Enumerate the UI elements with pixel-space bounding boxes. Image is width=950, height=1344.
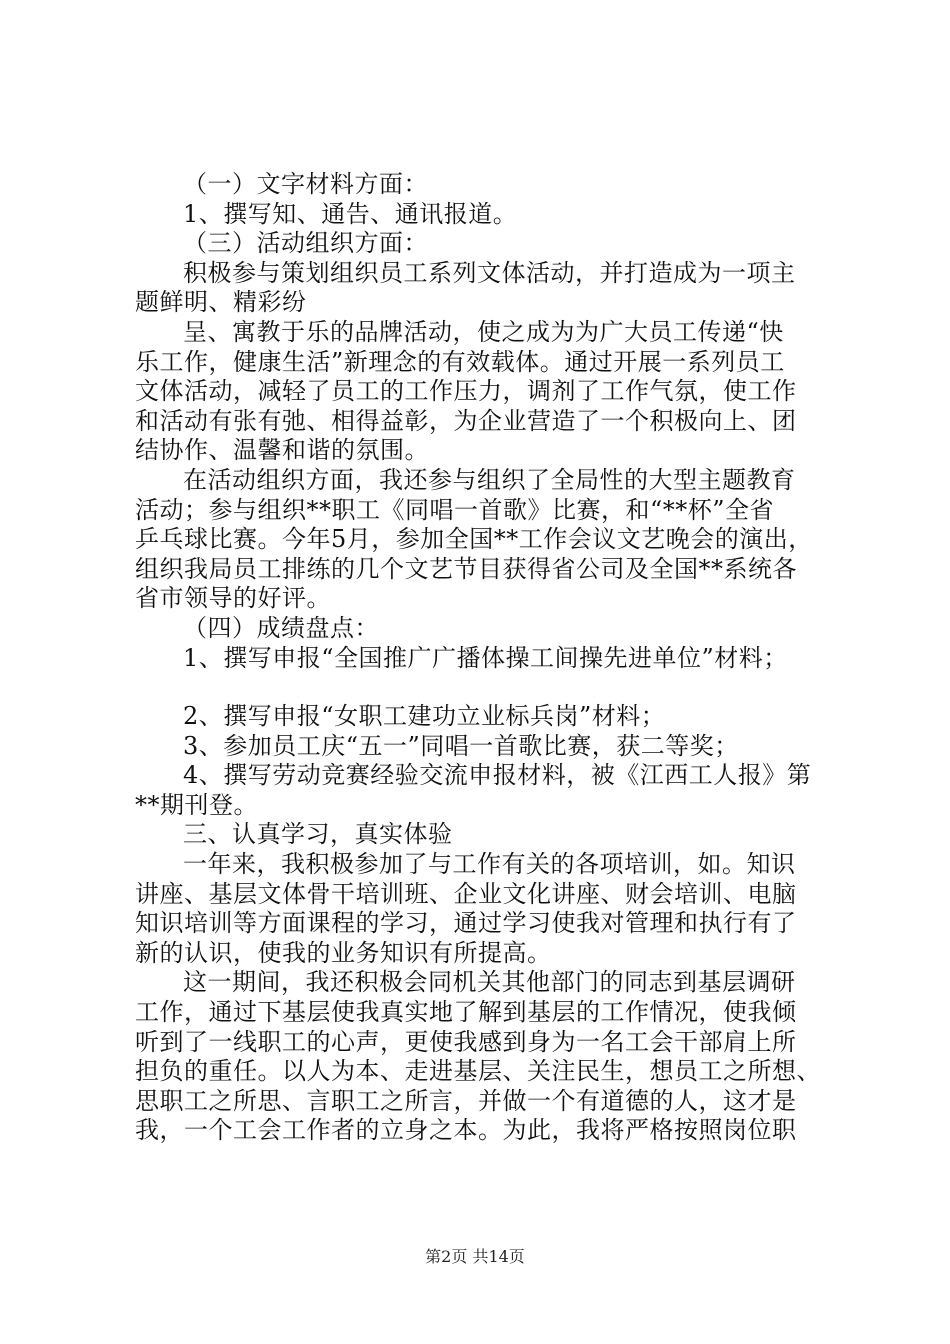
text-line: 新的认识，使我的业务知识有所提高。: [135, 938, 552, 967]
text-line: 这一期间，我还积极会同机关其他部门的同志到基层调研: [183, 968, 796, 997]
text-line: 3、参加员工庆“五一”同唱一首歌比赛，获二等奖；: [183, 731, 739, 760]
text-line: 1、撰写申报“全国推广广播体操工间操先进单位”材料；: [183, 643, 788, 672]
text-line: 和活动有张有弛、相得益彰，为企业营造了一个积极向上、团: [135, 406, 797, 435]
text-line: 知识培训等方面课程的学习，通过学习使我对管理和执行有了: [135, 909, 797, 938]
text-line: 我，一个工会工作者的立身之本。为此，我将严格按照岗位职: [135, 1116, 797, 1145]
text-line: 积极参与策划组织员工系列文体活动，并打造成为一项主: [183, 258, 796, 287]
page-footer: 第2页 共14页: [425, 1247, 525, 1266]
text-line: **期刊登。: [135, 790, 258, 819]
text-line: 讲座、基层文体骨干培训班、企业文化讲座、财会培训、电脑: [135, 879, 797, 908]
text-line: 题鲜明、精彩纷: [135, 288, 307, 317]
text-line: 思职工之所思、言职工之所言，并做一个有道德的人，这才是: [135, 1086, 797, 1115]
text-line: 呈、寓教于乐的品牌活动，使之成为为广大员工传递“快: [183, 317, 784, 346]
text-line: （四）成绩盘点：: [183, 613, 379, 642]
text-line: 结协作、温馨和谐的氛围。: [135, 436, 429, 465]
text-line: 省市领导的好评。: [135, 584, 331, 613]
document-body: [135, 170, 835, 1146]
text-line: 乐工作，健康生活”新理念的有效载体。通过开展一系列员工: [135, 347, 785, 376]
text-line: 4、撰写劳动竞赛经验交流申报材料，被《江西工人报》第: [183, 761, 812, 790]
text-line: 乒乓球比赛。今年5月，参加全国**工作会议文艺晚会的演出，: [135, 525, 813, 554]
text-line: 1、撰写知、通告、通讯报道。: [183, 199, 518, 228]
text-line: 三、认真学习，真实体验: [183, 820, 453, 849]
text-line: 2、撰写申报“女职工建功立业标兵岗”材料；: [183, 702, 666, 731]
text-line: 组织我局员工排练的几个文艺节目获得省公司及全国**系统各: [135, 554, 797, 583]
text-line: 在活动组织方面，我还参与组织了全局性的大型主题教育: [183, 465, 796, 494]
text-line: 一年来，我积极参加了与工作有关的各项培训，如。知识: [183, 850, 796, 879]
text-line: 活动；参与组织**职工《同唱一首歌》比赛，和“**杯”全省: [135, 495, 775, 524]
text-line: （三）活动组织方面：: [183, 229, 428, 258]
text-line: 工作，通过下基层使我真实地了解到基层的工作情况，使我倾: [135, 998, 797, 1027]
text-line: 文体活动，减轻了员工的工作压力，调剂了工作气氛，使工作: [135, 377, 797, 406]
text-line: （一）文字材料方面：: [183, 170, 428, 198]
text-line: 听到了一线职工的心声，更使我感到身为一名工会干部肩上所: [135, 1027, 797, 1056]
text-line: 担负的重任。以人为本、走进基层、关注民生，想员工之所想、: [135, 1057, 821, 1086]
